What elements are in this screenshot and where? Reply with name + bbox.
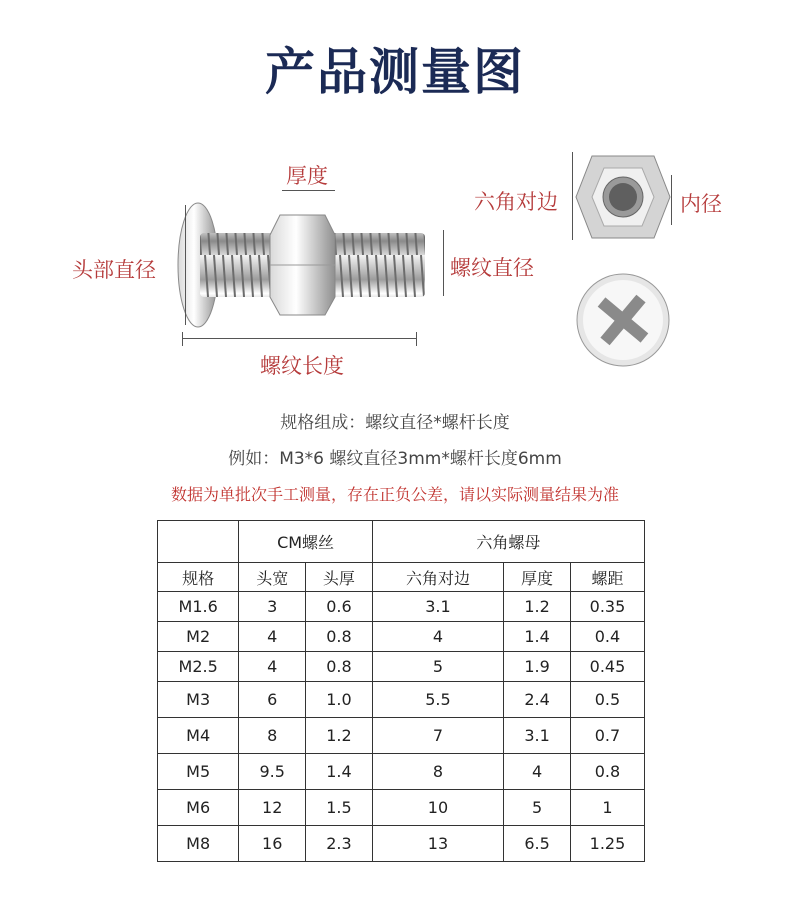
table-cell: 13 — [372, 826, 503, 862]
hex-nut-icon — [574, 152, 672, 242]
phillips-head-icon — [575, 272, 671, 368]
table-cell: M5 — [158, 754, 239, 790]
bolt-nut-illustration — [150, 185, 440, 355]
spec-table — [157, 520, 645, 862]
table-cell: 8 — [372, 754, 503, 790]
table-cell: 7 — [372, 718, 503, 754]
table-cell: M2.5 — [158, 652, 239, 682]
example-note: 例如：M3*6 螺纹直径3mm*螺杆长度6mm — [228, 449, 562, 469]
table-cell: M6 — [158, 790, 239, 826]
table-cell: 1.4 — [306, 754, 373, 790]
table-header-blank — [158, 521, 239, 563]
table-row — [158, 826, 645, 862]
table-cell: 2.4 — [504, 682, 571, 718]
label-thickness: 厚度 — [286, 164, 328, 188]
page-title: 产品测量图 — [265, 43, 525, 101]
table-group-nut: 六角螺母 — [372, 521, 644, 563]
column-header: 厚度 — [504, 563, 571, 592]
label-hex-flat: 六角对边 — [474, 190, 558, 214]
label-thread-diameter: 螺纹直径 — [450, 256, 534, 280]
table-cell: 5 — [504, 790, 571, 826]
table-cell: 1.5 — [306, 790, 373, 826]
table-cell: 12 — [239, 790, 306, 826]
table-cell: M2 — [158, 622, 239, 652]
table-cell: 2.3 — [306, 826, 373, 862]
spec-format-note: 规格组成：螺纹直径*螺杆长度 — [280, 413, 510, 433]
table-cell: 4 — [372, 622, 503, 652]
column-header: 六角对边 — [372, 563, 503, 592]
label-thread-length: 螺纹长度 — [260, 354, 344, 378]
table-row — [158, 718, 645, 754]
table-cell: 5 — [372, 652, 503, 682]
table-cell: 3 — [239, 592, 306, 622]
table-cell: 1.2 — [504, 592, 571, 622]
table-cell: M1.6 — [158, 592, 239, 622]
table-cell: 1.2 — [306, 718, 373, 754]
column-header: 头宽 — [239, 563, 306, 592]
table-cell: 0.8 — [570, 754, 644, 790]
table-row — [158, 682, 645, 718]
table-cell: 4 — [239, 622, 306, 652]
table-cell: 1.25 — [570, 826, 644, 862]
table-row — [158, 622, 645, 652]
table-cell: 0.8 — [306, 622, 373, 652]
table-cell: 16 — [239, 826, 306, 862]
label-head-diameter: 头部直径 — [72, 258, 156, 282]
warning-note: 数据为单批次手工测量，存在正负公差，请以实际测量结果为准 — [170, 485, 619, 504]
table-cell: M8 — [158, 826, 239, 862]
table-cell: 10 — [372, 790, 503, 826]
table-cell: 0.4 — [570, 622, 644, 652]
table-cell: 3.1 — [504, 718, 571, 754]
table-cell: 6 — [239, 682, 306, 718]
table-row — [158, 652, 645, 682]
table-cell: 4 — [239, 652, 306, 682]
table-cell: 0.7 — [570, 718, 644, 754]
table-cell: 1.9 — [504, 652, 571, 682]
table-cell: 6.5 — [504, 826, 571, 862]
table-row — [158, 790, 645, 826]
table-cell: 1.4 — [504, 622, 571, 652]
table-row — [158, 592, 645, 622]
table-group-cm: CM螺丝 — [239, 521, 372, 563]
table-cell: 0.35 — [570, 592, 644, 622]
table-cell: 9.5 — [239, 754, 306, 790]
column-header: 头厚 — [306, 563, 373, 592]
column-header: 规格 — [158, 563, 239, 592]
table-cell: 5.5 — [372, 682, 503, 718]
column-header: 螺距 — [570, 563, 644, 592]
table-cell: 4 — [504, 754, 571, 790]
table-cell: M3 — [158, 682, 239, 718]
table-cell: 0.45 — [570, 652, 644, 682]
label-inner-diameter: 内径 — [680, 192, 722, 216]
table-cell: 0.8 — [306, 652, 373, 682]
table-cell: 1 — [570, 790, 644, 826]
table-cell: 8 — [239, 718, 306, 754]
table-cell: 3.1 — [372, 592, 503, 622]
table-cell: 0.6 — [306, 592, 373, 622]
table-row — [158, 754, 645, 790]
table-cell: M4 — [158, 718, 239, 754]
table-cell: 1.0 — [306, 682, 373, 718]
table-cell: 0.5 — [570, 682, 644, 718]
